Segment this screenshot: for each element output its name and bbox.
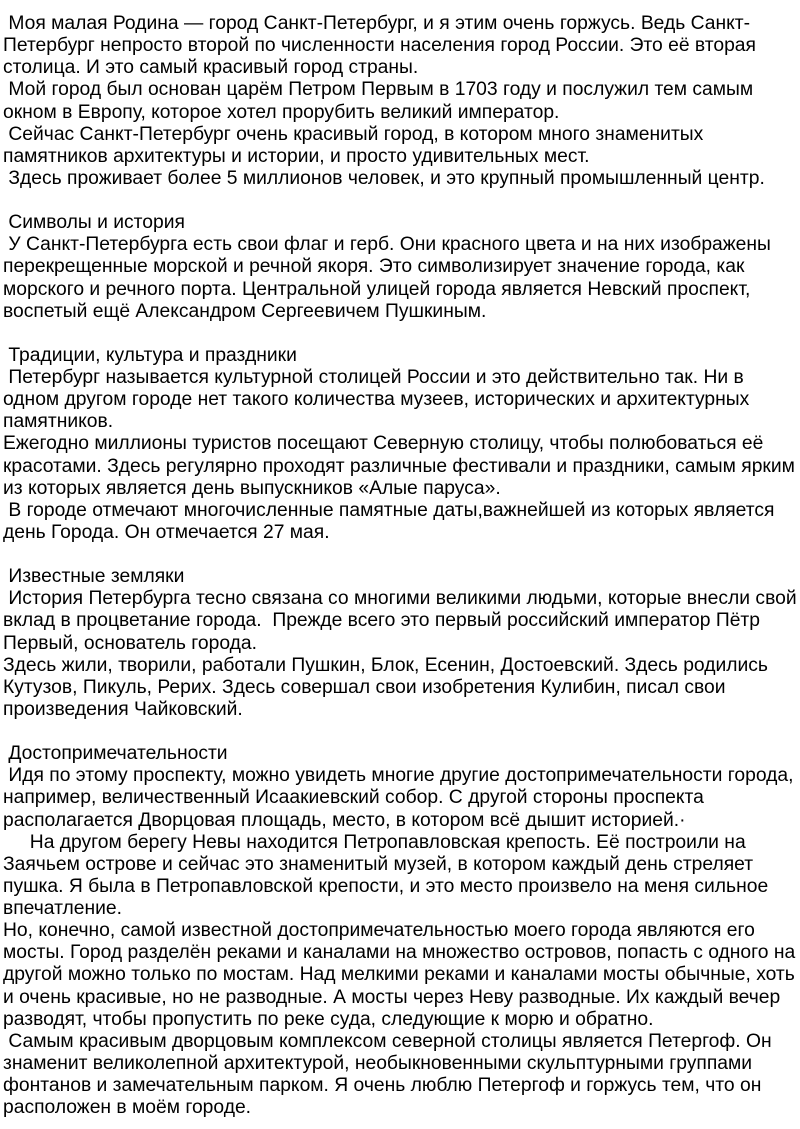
text-line: Самым красивым дворцовым комплексом северной столицы является Петергоф. Он [3,1030,772,1052]
text-line: вклад в процветание города. Прежде всего это первый российский император Пётр [3,610,760,632]
document-section [3,212,798,323]
text-line: и очень красивые, но не разводные. А мосты через Неву разводные. Их каждый вечер [3,986,781,1008]
text-line: Сейчас Санкт-Петербург очень красивый город, в котором много знаменитых [3,123,704,145]
text-line: воспетый ещё Александром Сергеевичем Пушкиным. [3,300,487,322]
text-line: В городе отмечают многочисленные памятные даты,важнейшей из которых является [3,499,775,521]
blank-line [3,190,798,212]
text-line: одном другом городе нет такого количества музеев, исторических и архитектурных [3,389,750,411]
text-line: морского и речного порта. Центральной улицей города является Невский проспект, [3,278,751,300]
text-line: Первый, основатель города. [3,632,257,654]
text-line: другой можно только по мостам. Над мелкими реками и каналами мосты обычные, хоть [3,964,795,986]
text-line: произведения Чайковский. [3,698,243,720]
blank-line [3,323,798,345]
text-line: памятников архитектуры и истории, и просто удивительных мест. [3,145,590,167]
text-line: У Санкт-Петербурга есть свои флаг и герб. Они красного цвета и на них изображены [3,234,771,256]
text-line: Идя по этому проспекту, можно увидеть многие другие достопримечательности города, [3,765,794,787]
text-line: Моя малая Родина — город Санкт-Петербург, и я этим очень горжусь. Ведь Санкт- [3,13,751,34]
text-line: располагается Дворцовая площадь, место, в котором всё дышит историей.· [3,809,686,831]
document-section [3,566,798,721]
blank-line [3,544,798,566]
document-section [3,345,798,544]
text-line: столица. И это самый красивый город страны. [3,57,419,79]
text-line: перекрещенные морской и речной якоря. Это символизирует значение города, как [3,256,745,278]
section-heading: Традиции, культура и праздники [3,344,297,366]
text-line: например, величественный Исаакиевский собор. С другой стороны проспекта [3,787,704,809]
section-heading: Символы и история [3,212,185,234]
text-line: Кутузов, Пикуль, Рерих. Здесь совершал свои изобретения Кулибин, писал свои [3,676,726,698]
text-line: разводят, чтобы пропустить по реке суда, следующие к морю и обратно. [3,1008,654,1030]
text-line: из которых является день выпускников «Алые паруса». [3,477,501,499]
text-line: Петербург называется культурной столицей России и это действительно так. Ни в [3,367,744,388]
text-line: На другом берегу Невы находится Петропавловская крепость. Её построили на [3,831,746,853]
text-line: пушка. Я была в Петропавловской крепости, и это место произвело на меня сильное [3,875,769,897]
text-line: Ежегодно миллионы туристов посещают Северную столицу, чтобы полюбоваться её [3,433,764,455]
blank-line [3,721,798,743]
text-line: Здесь проживает более 5 миллионов человек, и это крупный промышленный центр. [3,167,765,189]
text-line: Но, конечно, самой известной достопримечательностью моего города являются его [3,920,755,942]
text-line: впечатление. [3,898,122,919]
text-line: История Петербурга тесно связана со многими великими людьми, которые внесли свой [3,588,797,610]
text-line: Здесь жили, творили, работали Пушкин, Блок, Есенин, Достоевский. Здесь родились [3,654,768,676]
text-line: Мой город был основан царём Петром Первым в 1703 году и послужил тем самым [3,79,754,101]
text-line: фонтанов и замечательным парком. Я очень люблю Петергоф и горжусь тем, что он [3,1075,762,1096]
text-line: красотами. Здесь регулярно проходят различные фестивали и праздники, самым ярким [3,455,795,477]
text-line: памятников. [3,411,114,433]
text-line: мосты. Город разделён реками и каналами на множество островов, попасть с одного на [3,942,796,964]
text-line: окном в Европу, которое хотел прорубить великий император. [3,101,560,123]
section-heading: Известные земляки [3,566,185,588]
text-line: Заячьем острове и сейчас это знаменитый музей, в котором каждый день стреляет [3,853,754,875]
text-line: расположен в моём городе. [3,1097,252,1119]
document-section [3,13,798,190]
text-line: день Города. Он отмечается 27 мая. [3,521,330,543]
text-line: знаменит великолепной архитектурой, необыкновенными скульптурными группами [3,1052,753,1074]
text-line: Петербург непросто второй по численности населения город России. Это её вторая [3,35,756,57]
section-heading: Достопримечательности [3,743,228,765]
document-section [3,743,798,1119]
